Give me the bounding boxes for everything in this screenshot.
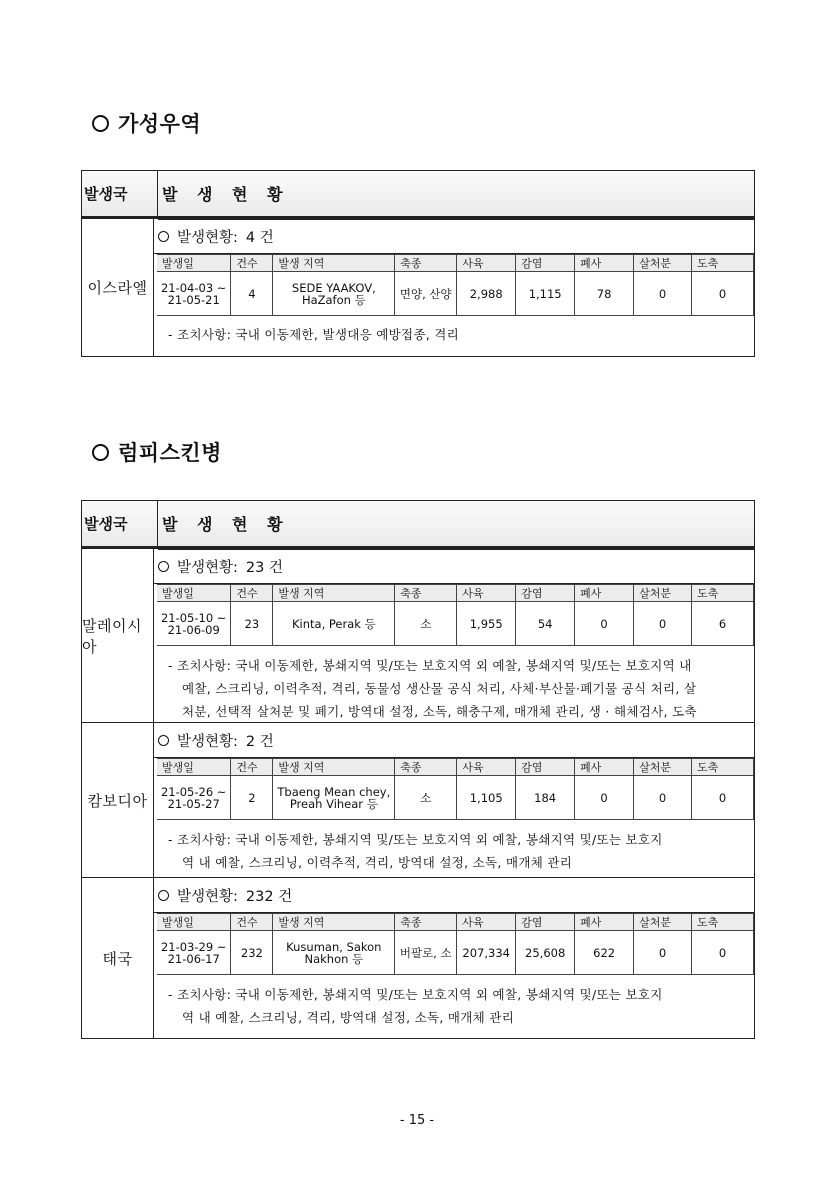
cell-raised: 2,988 (457, 272, 516, 316)
measures-line: 역 내 예찰, 스크리닝, 격리, 방역대 설정, 소독, 매개체 관리 (182, 1010, 515, 1025)
col-slaughtered: 도축 (692, 759, 754, 776)
data-table (157, 584, 754, 646)
col-raised: 사육 (457, 759, 516, 776)
col-cases: 건수 (231, 585, 273, 602)
col-slaughtered: 도축 (692, 585, 754, 602)
col-culled: 살처분 (634, 255, 692, 272)
col-dead: 폐사 (575, 914, 634, 931)
col-species: 축종 (395, 914, 457, 931)
cell-region: SEDE YAAKOV, HaZafon 등 (273, 272, 395, 316)
data-table (157, 913, 754, 975)
measures (154, 975, 754, 1033)
col-cases: 건수 (231, 255, 273, 272)
cell-species: 면양, 산양 (395, 272, 457, 316)
circle-bullet-icon (158, 231, 169, 242)
country-name: 말레이시아 (82, 549, 154, 722)
status-count: 23 건 (245, 559, 283, 576)
table-header-row (157, 585, 754, 602)
cell-species: 소 (395, 776, 457, 820)
col-species: 축종 (395, 585, 457, 602)
row-content (154, 723, 754, 877)
cell-slaughtered: 0 (692, 272, 754, 316)
circle-bullet-icon (158, 890, 169, 901)
cell-cases: 23 (231, 602, 273, 646)
col-dead: 폐사 (575, 759, 634, 776)
measures-line: - 조치사항: 국내 이동제한, 봉쇄지역 및/또는 보호지역 외 예찰, 봉쇄지역 및/또는 보호지 (168, 832, 663, 847)
country-row (82, 218, 754, 356)
col-dead: 폐사 (575, 255, 634, 272)
status-count: 4 건 (245, 229, 274, 246)
col-slaughtered: 도축 (692, 914, 754, 931)
col-date: 발생일 (157, 255, 231, 272)
col-dead: 폐사 (575, 585, 634, 602)
cell-date: 21-05-26 ~ 21-05-27 (157, 776, 231, 820)
cell-date: 21-03-29 ~ 21-06-17 (157, 931, 231, 975)
col-cases: 건수 (231, 759, 273, 776)
outbreak-table-1 (81, 170, 755, 357)
status-line (154, 549, 754, 584)
cell-dead: 78 (575, 272, 634, 316)
col-raised: 사육 (457, 585, 516, 602)
cell-culled: 0 (634, 602, 692, 646)
measures (154, 820, 754, 878)
cell-date: 21-05-10 ~ 21-06-09 (157, 602, 231, 646)
col-species: 축종 (395, 759, 457, 776)
status-count: 2 건 (245, 733, 274, 750)
col-date: 발생일 (157, 759, 231, 776)
col-raised: 사육 (457, 255, 516, 272)
status-label: 발생현황: (177, 229, 238, 246)
status-count: 232 건 (245, 888, 293, 905)
col-cases: 건수 (231, 914, 273, 931)
cell-slaughtered: 6 (692, 602, 754, 646)
outbreak-table-2 (81, 500, 755, 1039)
country-row (82, 877, 754, 1038)
cell-culled: 0 (634, 272, 692, 316)
section-title-text: 럼피스킨병 (118, 441, 222, 465)
table-header-row (157, 759, 754, 776)
table-row (157, 776, 754, 820)
measures-line: 처분, 선택적 살처분 및 폐기, 방역대 설정, 소독, 해충구제, 매개체 관리, 생 · 해체검사, 도축 (182, 704, 697, 719)
data-table (157, 758, 754, 820)
cell-infected: 54 (516, 602, 575, 646)
country-row (82, 722, 754, 877)
cell-raised: 207,334 (457, 931, 516, 975)
col-date: 발생일 (157, 585, 231, 602)
cell-infected: 184 (516, 776, 575, 820)
col-infected: 감염 (516, 759, 575, 776)
status-label: 발생현황: (177, 559, 238, 576)
cell-cases: 2 (231, 776, 273, 820)
cell-raised: 1,105 (457, 776, 516, 820)
col-region: 발생 지역 (273, 255, 395, 272)
table-header (82, 501, 754, 548)
col-infected: 감염 (516, 585, 575, 602)
page-number: - 15 - (399, 1113, 435, 1128)
col-culled: 살처분 (634, 759, 692, 776)
section-title-1 (92, 108, 201, 138)
country-row (82, 548, 754, 722)
row-content (154, 549, 754, 722)
status-label: 발생현황: (177, 888, 238, 905)
measures (154, 646, 754, 727)
table-row (157, 602, 754, 646)
cell-infected: 1,115 (516, 272, 575, 316)
country-name: 이스라엘 (82, 219, 154, 356)
col-raised: 사육 (457, 914, 516, 931)
measures-line: - 조치사항: 국내 이동제한, 봉쇄지역 및/또는 보호지역 외 예찰, 봉쇄지역 및/또는 보호지 (168, 987, 663, 1002)
col-species: 축종 (395, 255, 457, 272)
circle-bullet-icon (158, 561, 169, 572)
cell-slaughtered: 0 (692, 931, 754, 975)
cell-slaughtered: 0 (692, 776, 754, 820)
cell-date: 21-04-03 ~ 21-05-21 (157, 272, 231, 316)
header-status: 발 생 현 황 (158, 501, 754, 546)
cell-species: 버팔로, 소 (395, 931, 457, 975)
country-name: 태국 (82, 878, 154, 1038)
cell-dead: 0 (575, 602, 634, 646)
row-content (154, 878, 754, 1038)
table-row (157, 272, 754, 316)
col-slaughtered: 도축 (692, 255, 754, 272)
cell-region: Kusuman, Sakon Nakhon 등 (273, 931, 395, 975)
measures-line: 역 내 예찰, 스크리닝, 이력추적, 격리, 방역대 설정, 소독, 매개체 관리 (182, 855, 573, 870)
data-table (157, 254, 754, 316)
col-infected: 감염 (516, 914, 575, 931)
cell-dead: 0 (575, 776, 634, 820)
status-label: 발생현황: (177, 733, 238, 750)
status-line (154, 723, 754, 758)
table-row (157, 931, 754, 975)
cell-culled: 0 (634, 776, 692, 820)
cell-region: Kinta, Perak 등 (273, 602, 395, 646)
circle-bullet-icon (92, 115, 109, 132)
col-region: 발생 지역 (273, 585, 395, 602)
col-region: 발생 지역 (273, 914, 395, 931)
col-date: 발생일 (157, 914, 231, 931)
col-infected: 감염 (516, 255, 575, 272)
circle-bullet-icon (92, 444, 109, 461)
table-header (82, 171, 754, 218)
measures-line: - 조치사항: 국내 이동제한, 발생대응 예방접종, 격리 (168, 327, 460, 342)
header-country: 발생국 (82, 171, 158, 216)
col-culled: 살처분 (634, 585, 692, 602)
table-header-row (157, 255, 754, 272)
header-status: 발 생 현 황 (158, 171, 754, 216)
cell-culled: 0 (634, 931, 692, 975)
section-title-text: 가성우역 (118, 112, 202, 136)
cell-species: 소 (395, 602, 457, 646)
section-title-2 (92, 437, 222, 467)
measures (154, 316, 754, 350)
cell-region: Tbaeng Mean chey, Preah Vihear 등 (273, 776, 395, 820)
circle-bullet-icon (158, 735, 169, 746)
col-culled: 살처분 (634, 914, 692, 931)
status-line (154, 878, 754, 913)
cell-infected: 25,608 (516, 931, 575, 975)
cell-dead: 622 (575, 931, 634, 975)
cell-cases: 232 (231, 931, 273, 975)
cell-cases: 4 (231, 272, 273, 316)
status-line (154, 219, 754, 254)
header-country: 발생국 (82, 501, 158, 546)
country-name: 캄보디아 (82, 723, 154, 877)
row-content (154, 219, 754, 356)
cell-raised: 1,955 (457, 602, 516, 646)
col-region: 발생 지역 (273, 759, 395, 776)
measures-line: 예찰, 스크리닝, 이력추적, 격리, 동물성 생산물 공식 처리, 사체·부산물·폐기물 공식 처리, 살 (182, 681, 697, 696)
measures-line: - 조치사항: 국내 이동제한, 봉쇄지역 및/또는 보호지역 외 예찰, 봉쇄지역 및/또는 보호지역 내 (168, 658, 692, 673)
table-header-row (157, 914, 754, 931)
